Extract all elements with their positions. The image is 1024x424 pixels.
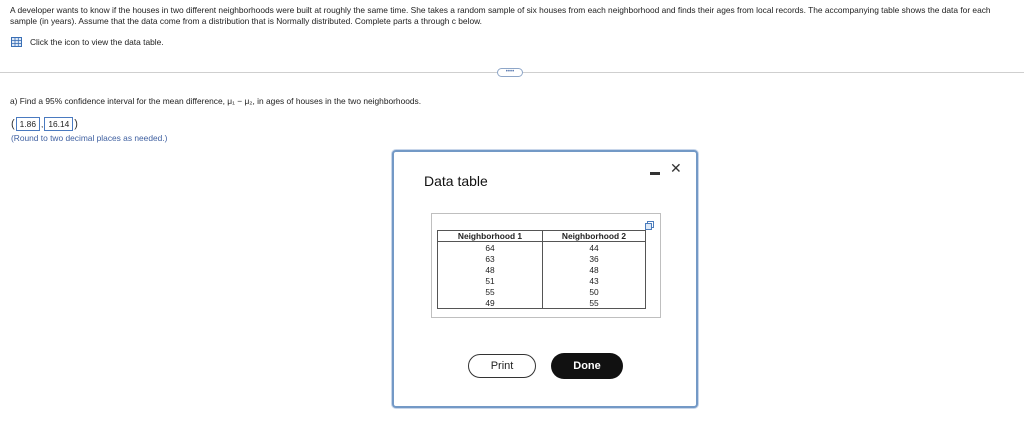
table-row (438, 297, 646, 309)
table-cell: 50 (543, 286, 646, 297)
table-cell: 49 (438, 297, 543, 309)
print-button[interactable]: Print (468, 354, 536, 378)
table-row (438, 253, 646, 264)
table-cell: 51 (438, 275, 543, 286)
data-table (437, 230, 646, 309)
table-cell: 36 (543, 253, 646, 264)
table-cell: 48 (438, 264, 543, 275)
interval-separator: , (40, 119, 44, 129)
done-button[interactable]: Done (551, 353, 623, 379)
rounding-hint: (Round to two decimal places as needed.) (11, 133, 168, 143)
column-header-neighborhood-2: Neighborhood 2 (543, 231, 646, 242)
close-paren: ) (74, 118, 78, 130)
table-row (438, 242, 646, 254)
table-cell: 44 (543, 242, 646, 254)
minimize-icon[interactable] (650, 172, 660, 175)
table-cell: 55 (438, 286, 543, 297)
lower-bound-answer[interactable]: 1.86 (16, 117, 40, 131)
data-table-frame (431, 213, 661, 318)
table-row (438, 275, 646, 286)
table-grid-icon[interactable] (11, 37, 22, 47)
answer-interval (11, 117, 78, 131)
dialog-title: Data table (424, 173, 488, 189)
data-table-link-text[interactable]: Click the icon to view the data table. (30, 37, 164, 47)
data-table-dialog (392, 150, 698, 408)
table-row (438, 264, 646, 275)
upper-bound-answer[interactable]: 16.14 (44, 117, 73, 131)
table-cell: 64 (438, 242, 543, 254)
open-paren: ( (11, 118, 15, 130)
column-header-neighborhood-1: Neighborhood 1 (438, 231, 543, 242)
part-a-question: a) Find a 95% confidence interval for the mean difference, μ₁ − μ₂, in ages of houses in the two neighborhoods. (10, 96, 422, 106)
table-cell: 48 (543, 264, 646, 275)
table-cell: 63 (438, 253, 543, 264)
table-row (438, 286, 646, 297)
data-table-link[interactable] (11, 37, 164, 47)
close-icon[interactable]: ✕ (670, 160, 682, 176)
table-cell: 55 (543, 297, 646, 309)
table-cell: 43 (543, 275, 646, 286)
problem-statement: A developer wants to know if the houses in two different neighborhoods were built at roughly the same time. She takes a random sample of six houses from each neighborhood and finds their ages from local records. The accompanying table shows the data for each sample (in years). Assume that the data come from a distribution that is Normally distributed. Complete parts a through c below. (10, 5, 991, 26)
expand-more-button[interactable]: •••• (497, 68, 523, 77)
